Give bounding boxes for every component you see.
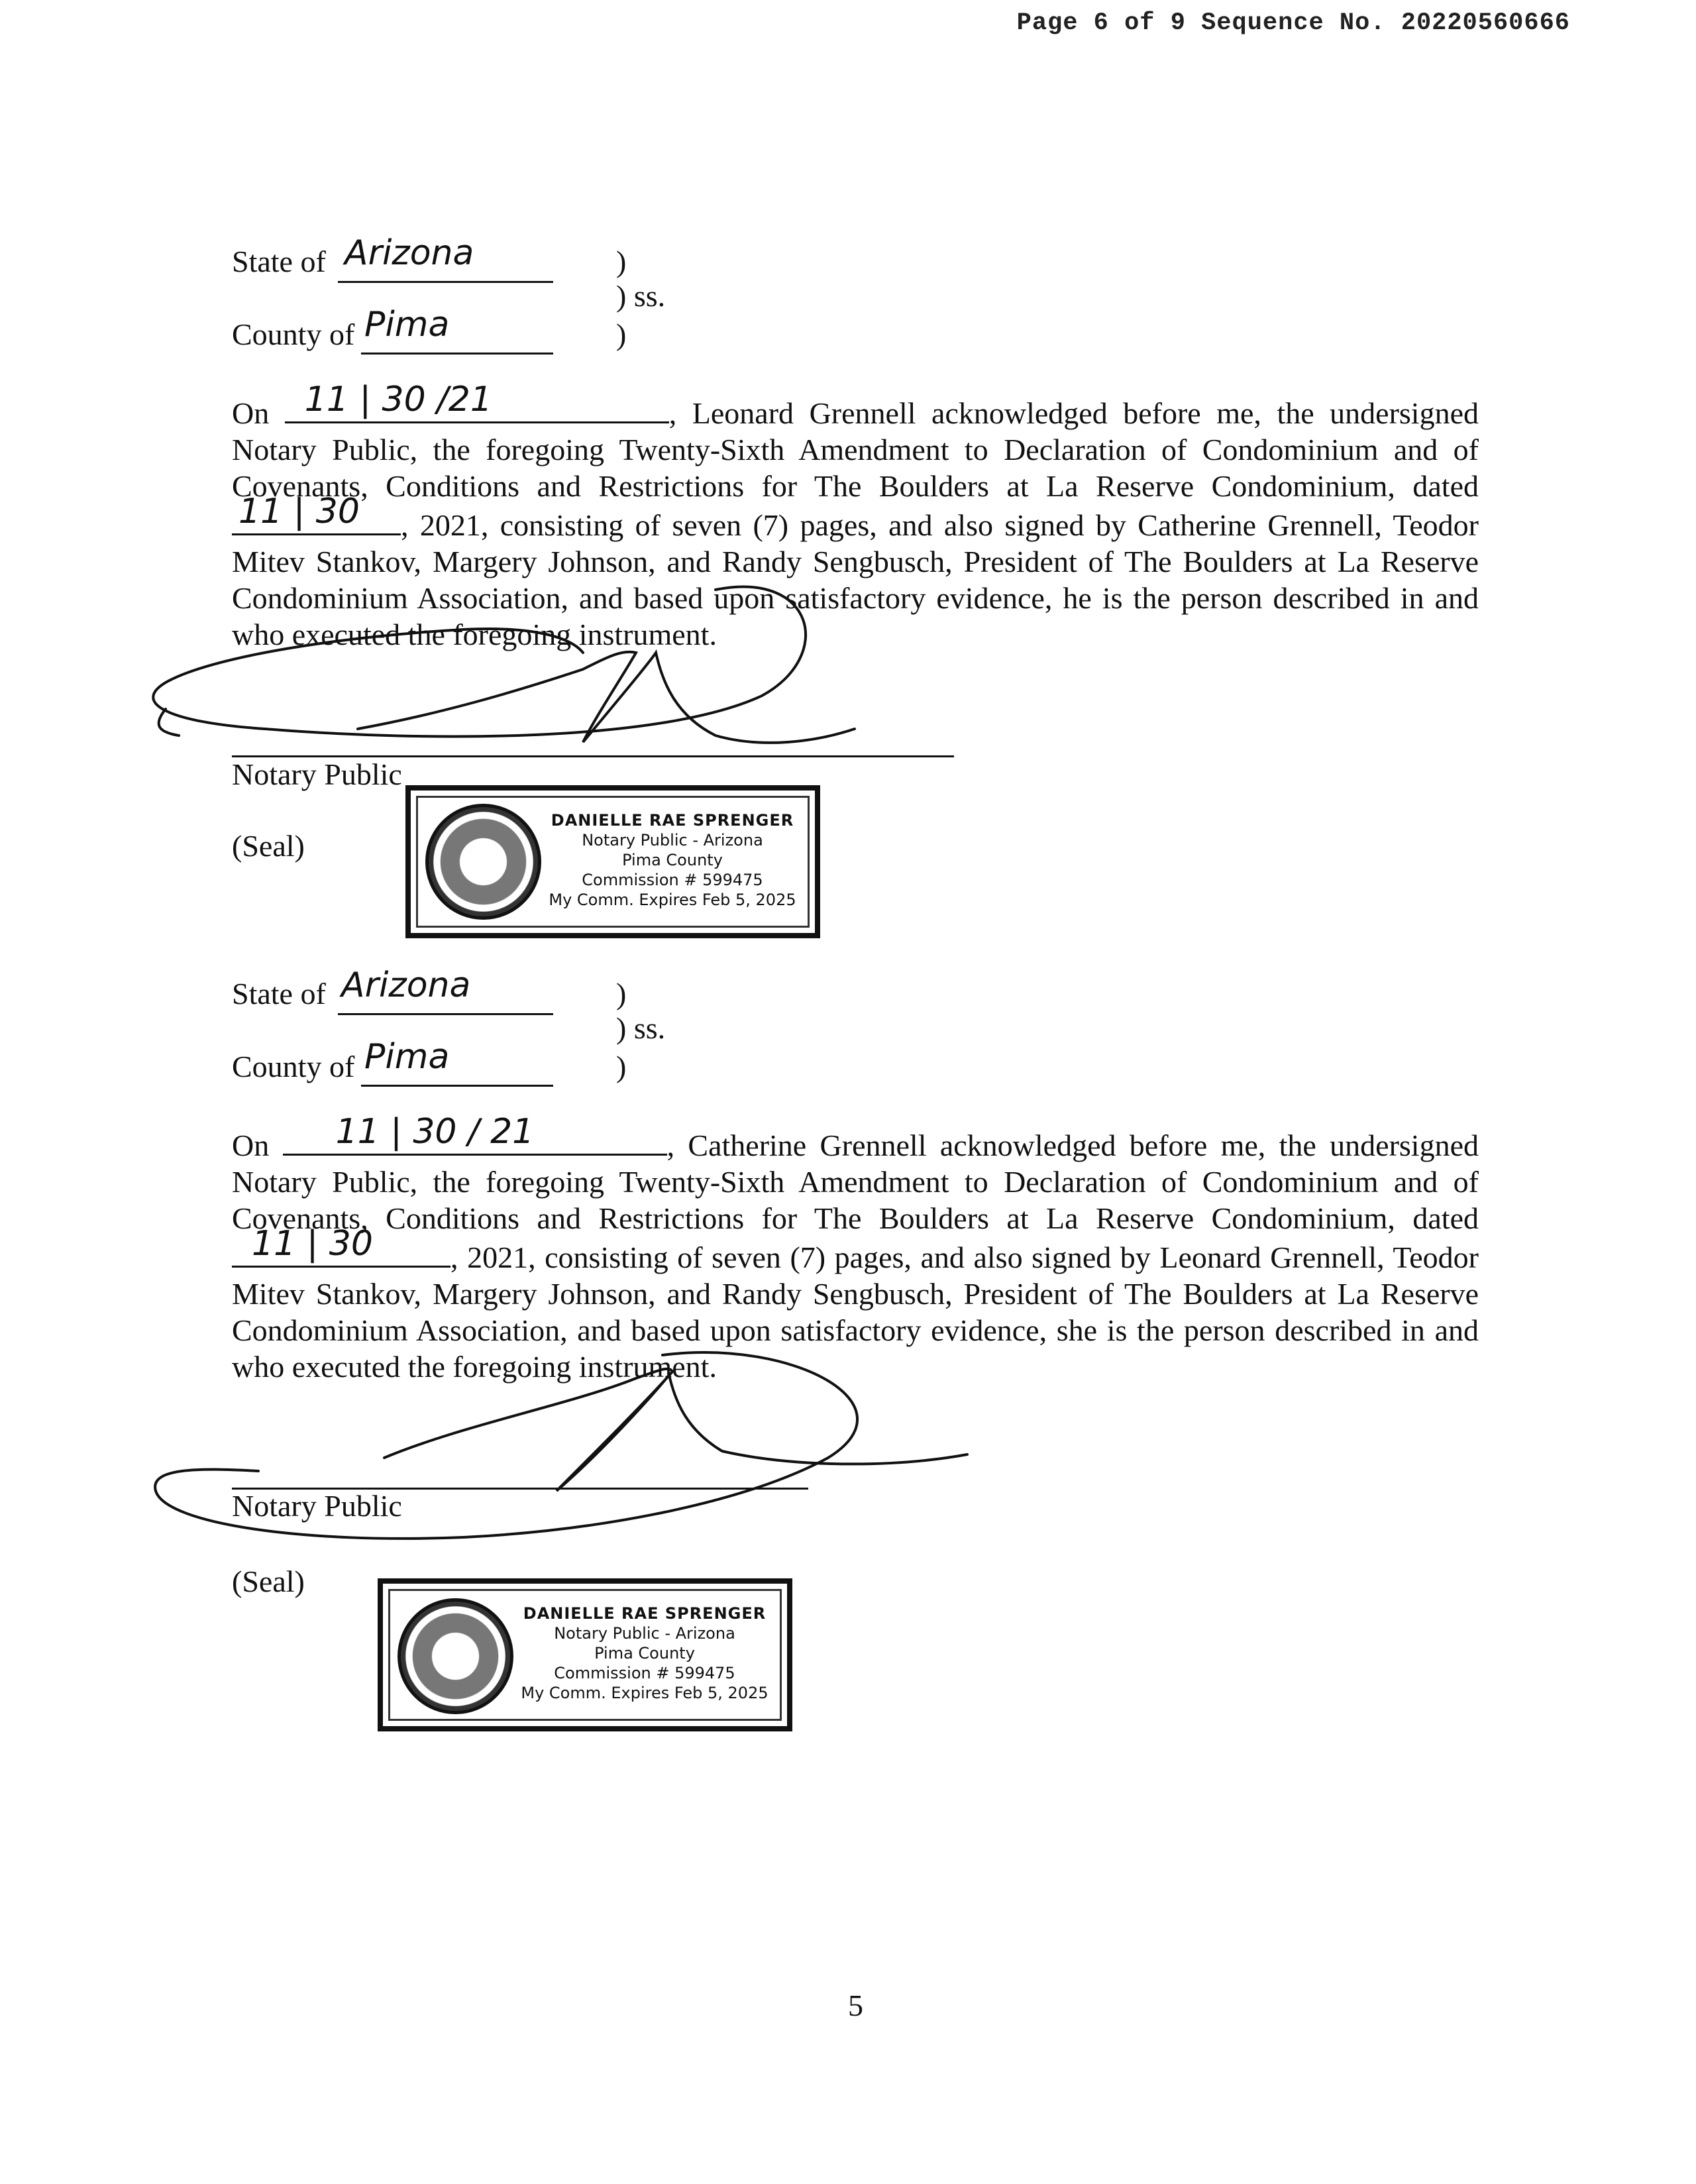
date-blank xyxy=(283,1112,667,1156)
county-label: County of xyxy=(232,1050,355,1083)
county-handwritten: Pima xyxy=(364,305,450,345)
stamp-line-5: My Comm. Expires Feb 5, 2025 xyxy=(521,1684,768,1702)
stamp-line-3: Pima County xyxy=(622,851,723,869)
state-label: State of xyxy=(232,245,326,278)
signature-stroke xyxy=(384,1369,967,1491)
state-line xyxy=(338,281,553,283)
acknowledgment-text-continued: , 2021, consisting of seven (7) pages, and also signed by Catherine Grennell, Teodor Mitev Stankov, Margery Johnson, and Randy Sengbusch, President of The Boulders at La Reserve Condominium Association, and based upon satisfactory evidence, he is the person described in and who executed the foregoing instrument. xyxy=(232,508,1479,651)
seal-label-1: (Seal) xyxy=(232,829,305,863)
dated-blank xyxy=(232,1224,450,1268)
stamp-line-2: Notary Public - Arizona xyxy=(582,831,763,849)
paren: ) xyxy=(616,317,627,351)
stamp-notary-name: DANIELLE RAE SPRENGER xyxy=(523,1604,767,1623)
notary-stamp-2 xyxy=(378,1578,792,1731)
seal-label-2: (Seal) xyxy=(232,1564,305,1598)
stamp-notary-name: DANIELLE RAE SPRENGER xyxy=(551,811,794,830)
date-blank xyxy=(285,380,669,423)
date-handwritten: 11 | 30 /21 xyxy=(304,380,492,419)
county-line xyxy=(361,353,553,355)
on-label: On xyxy=(232,396,270,430)
stamp-line-4: Commission # 599475 xyxy=(554,1664,735,1682)
stamp-line-4: Commission # 599475 xyxy=(582,871,763,889)
state-handwritten: Arizona xyxy=(344,233,474,273)
acknowledgment-text-continued: , 2021, consisting of seven (7) pages, and also signed by Leonard Grennell, Teodor Mitev Stankov, Margery Johnson, and Randy Sengbusch, President of The Boulders at La Reserve Condominium Association, and based upon satisfactory evidence, she is the person described in and who executed the foregoing instrument. xyxy=(232,1240,1479,1384)
arizona-seal-emblem xyxy=(425,804,541,920)
stamp-text xyxy=(515,1604,774,1703)
county-line xyxy=(361,1085,553,1087)
stamp-line-3: Pima County xyxy=(594,1644,695,1663)
page-header: Page 6 of 9 Sequence No. 20220560666 xyxy=(1016,9,1570,37)
page-number: 5 xyxy=(848,1989,863,2022)
state-line xyxy=(338,1013,553,1015)
dated-blank xyxy=(232,492,401,535)
state-label: State of xyxy=(232,977,326,1010)
county-label: County of xyxy=(232,317,355,351)
paren: ) xyxy=(616,977,627,1010)
notary-public-label-2: Notary Public xyxy=(232,1489,402,1523)
acknowledgment-text: , Catherine Grennell acknowledged before me, the undersigned Notary Public, the foregoing Twenty-Sixth Amendment to Declaration of Condominium and of Covenants, Conditions and Restrictions for The Boulders at La Reserve Condominium, dated xyxy=(232,1128,1479,1235)
notary-stamp-1 xyxy=(405,785,820,938)
paren: ) xyxy=(616,1050,627,1083)
dated-handwritten: 11 | 30 xyxy=(238,492,360,531)
ss-label: ) ss. xyxy=(616,1011,666,1045)
stamp-text xyxy=(543,810,802,910)
date-handwritten: 11 | 30 / 21 xyxy=(335,1112,535,1152)
arizona-seal-emblem xyxy=(398,1598,513,1714)
county-handwritten: Pima xyxy=(364,1037,450,1077)
acknowledgment-paragraph-1 xyxy=(232,380,1479,653)
stamp-line-5: My Comm. Expires Feb 5, 2025 xyxy=(549,891,796,909)
paren: ) xyxy=(616,245,627,278)
state-handwritten: Arizona xyxy=(341,965,471,1005)
acknowledgment-paragraph-2 xyxy=(232,1112,1479,1385)
on-label: On xyxy=(232,1128,270,1162)
acknowledgment-text: , Leonard Grennell acknowledged before me, the undersigned Notary Public, the foregoing Twenty-Sixth Amendment to Declaration of Condominium and of Covenants, Conditions and Restrictions for The Boulders at La Reserve Condominium, dated xyxy=(232,396,1479,503)
signature-stroke xyxy=(159,709,179,736)
dated-handwritten: 11 | 30 xyxy=(252,1224,373,1264)
stamp-line-2: Notary Public - Arizona xyxy=(554,1624,735,1643)
ss-label: ) ss. xyxy=(616,279,666,313)
signature-stroke xyxy=(358,652,855,743)
notary-public-label-1: Notary Public xyxy=(232,757,402,791)
